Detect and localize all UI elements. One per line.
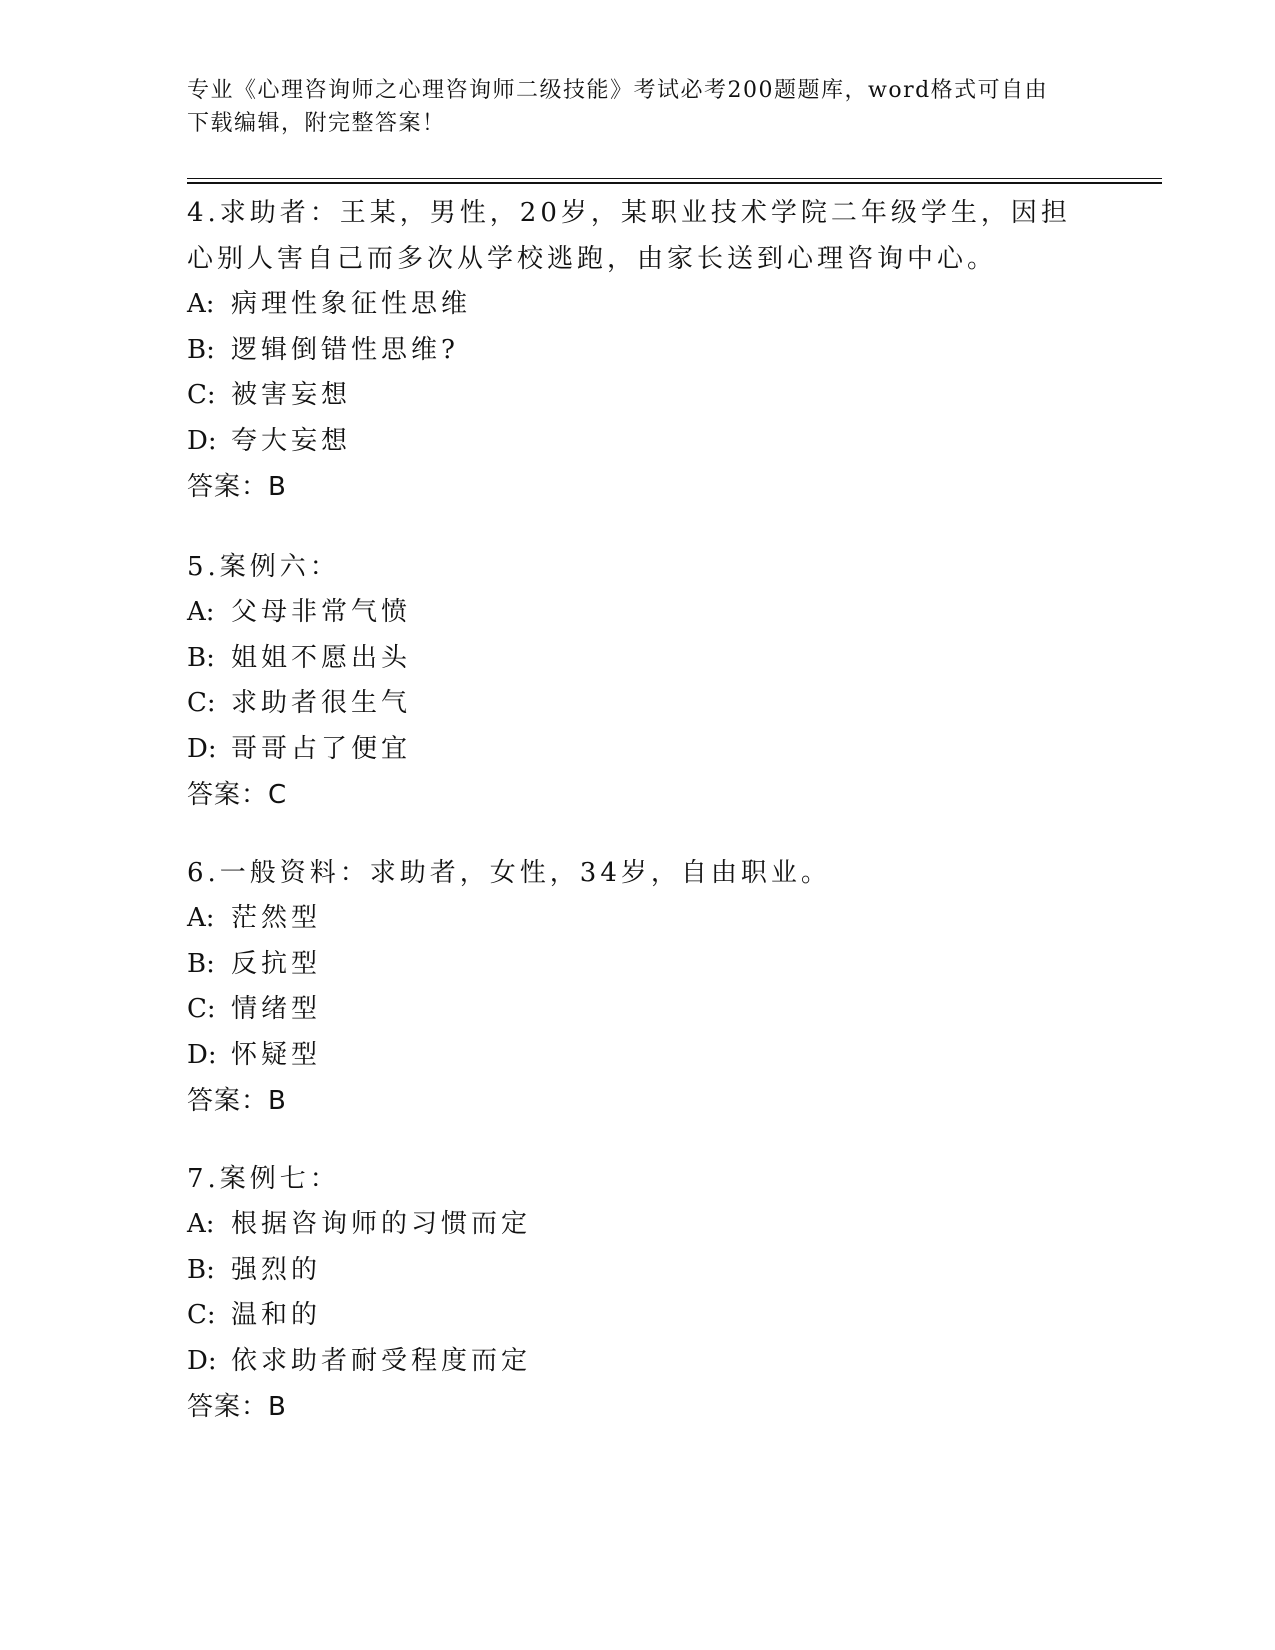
question-stem: 5.案例六： (187, 552, 340, 582)
option-b (187, 1248, 1087, 1294)
option-letter: A: (187, 597, 215, 627)
option-d (187, 727, 1087, 773)
question-4 (187, 190, 1087, 510)
question-6 (187, 850, 1087, 1124)
option-d (187, 1033, 1087, 1079)
answer-line: 答案：B (187, 472, 287, 502)
option-d (187, 1339, 1087, 1385)
option-b (187, 328, 1087, 374)
option-a (187, 1202, 1087, 1248)
option-b (187, 942, 1087, 988)
option-letter: A: (187, 1209, 215, 1239)
option-letter: B: (187, 1254, 215, 1285)
option-d (187, 419, 1087, 465)
answer-line: 答案：B (187, 1086, 287, 1116)
option-text: 怀疑型 (231, 1039, 322, 1070)
option-text: 病理性象征性思维 (231, 289, 472, 319)
option-letter: C: (187, 380, 216, 410)
answer-line: 答案：B (187, 1392, 287, 1422)
option-text: 情绪型 (231, 994, 322, 1024)
option-letter: B: (187, 334, 215, 365)
option-text: 茫然型 (231, 903, 322, 933)
option-text: 哥哥占了便宜 (231, 733, 412, 764)
option-c (187, 373, 1087, 419)
question-stem: 7.案例七： (187, 1164, 340, 1194)
option-c (187, 987, 1087, 1033)
question-stem: 4.求助者：王某，男性，20岁，某职业技术学院二年级学生，因担心别人害自己而多次从学校逃跑，由家长送到心理咨询中心。 (187, 198, 1071, 274)
option-letter: C: (187, 1300, 216, 1330)
option-c (187, 1293, 1087, 1339)
option-letter: A: (187, 903, 215, 933)
option-letter: D: (187, 1039, 217, 1070)
option-letter: C: (187, 994, 216, 1024)
option-letter: C: (187, 688, 216, 718)
option-text: 强烈的 (231, 1254, 322, 1285)
option-text: 求助者很生气 (231, 688, 412, 718)
option-letter: B: (187, 948, 215, 979)
question-stem: 6.一般资料：求助者，女性，34岁，自由职业。 (187, 858, 831, 888)
question-7 (187, 1156, 1087, 1430)
option-a (187, 590, 1087, 636)
option-text: 反抗型 (231, 948, 322, 979)
option-text: 逻辑倒错性思维? (231, 334, 459, 365)
option-text: 夸大妄想 (231, 425, 352, 456)
option-letter: B: (187, 642, 215, 673)
option-c (187, 681, 1087, 727)
header-divider-thin (187, 178, 1162, 179)
answer-line: 答案：C (187, 780, 288, 810)
option-letter: A: (187, 289, 215, 319)
option-text: 被害妄想 (231, 380, 352, 410)
option-letter: D: (187, 1345, 217, 1376)
option-text: 根据咨询师的习惯而定 (231, 1209, 532, 1239)
option-letter: D: (187, 425, 217, 456)
option-a (187, 282, 1087, 328)
option-text: 父母非常气愤 (231, 597, 412, 627)
option-a (187, 896, 1087, 942)
header-divider-thick (187, 182, 1162, 184)
option-letter: D: (187, 733, 217, 764)
option-text: 姐姐不愿出头 (231, 642, 412, 673)
option-text: 温和的 (231, 1300, 322, 1330)
option-b (187, 636, 1087, 682)
question-5 (187, 544, 1087, 818)
document-header: 专业《心理咨询师之心理咨询师二级技能》考试必考200题题库，word格式可自由下载编辑，附完整答案！ (187, 78, 1049, 136)
option-text: 依求助者耐受程度而定 (231, 1345, 532, 1376)
